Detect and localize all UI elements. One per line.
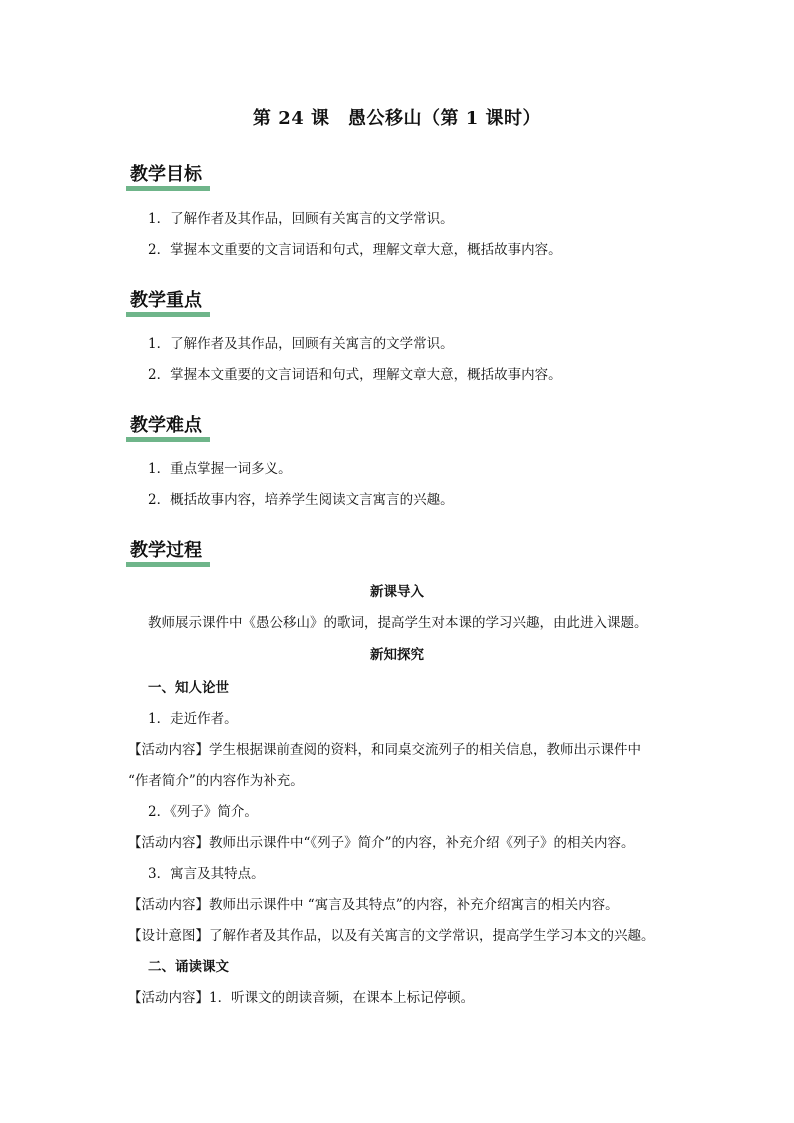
intro-title: 新课导入 — [370, 584, 424, 600]
heading-underline — [126, 312, 210, 317]
heading-underline — [126, 437, 210, 442]
part-1-heading: 一、知人论世 — [148, 680, 229, 696]
activity-content-1a: 【活动内容】学生根据课前查阅的资料，和同桌交流列子的相关信息，教师出示课件中 — [128, 742, 641, 758]
part-1-item-3: 3．寓言及其特点。 — [148, 866, 265, 882]
section-heading-goals: 教学目标 — [126, 160, 206, 188]
explore-title: 新知探究 — [370, 647, 424, 663]
lesson-title: 第 24 课 愚公移山（第 1 课时） — [252, 108, 542, 129]
key-item-2: 2．掌握本文重要的文言词语和句式，理解文章大意，概括故事内容。 — [148, 367, 562, 383]
design-intent: 【设计意图】了解作者及其作品，以及有关寓言的文学常识，提高学生学习本文的兴趣。 — [128, 928, 655, 944]
heading-underline — [126, 562, 210, 567]
part-2-heading: 二、诵读课文 — [148, 959, 229, 975]
section-heading-key: 教学重点 — [126, 286, 206, 314]
heading-underline — [126, 186, 210, 191]
goal-item-1: 1．了解作者及其作品，回顾有关寓言的文学常识。 — [148, 211, 454, 227]
section-heading-difficult: 教学难点 — [126, 411, 206, 439]
activity-content-4: 【活动内容】1．听课文的朗读音频，在课本上标记停顿。 — [128, 990, 475, 1006]
part-1-item-2: 2．《列子》简介。 — [148, 804, 258, 820]
activity-content-2: 【活动内容】教师出示课件中“《列子》简介”的内容，补充介绍《列子》的相关内容。 — [128, 835, 635, 851]
section-heading-process: 教学过程 — [126, 536, 206, 564]
activity-content-1b: “作者简介”的内容作为补充。 — [128, 773, 304, 789]
difficult-item-1: 1．重点掌握一词多义。 — [148, 461, 292, 477]
goal-item-2: 2．掌握本文重要的文言词语和句式，理解文章大意，概括故事内容。 — [148, 242, 562, 258]
key-item-1: 1．了解作者及其作品，回顾有关寓言的文学常识。 — [148, 336, 454, 352]
intro-text: 教师展示课件中《愚公移山》的歌词，提高学生对本课的学习兴趣，由此进入课题。 — [148, 615, 648, 631]
activity-content-3: 【活动内容】教师出示课件中 “寓言及其特点”的内容，补充介绍寓言的相关内容。 — [128, 897, 619, 913]
part-1-item-1: 1．走近作者。 — [148, 711, 238, 727]
difficult-item-2: 2．概括故事内容，培养学生阅读文言寓言的兴趣。 — [148, 492, 454, 508]
